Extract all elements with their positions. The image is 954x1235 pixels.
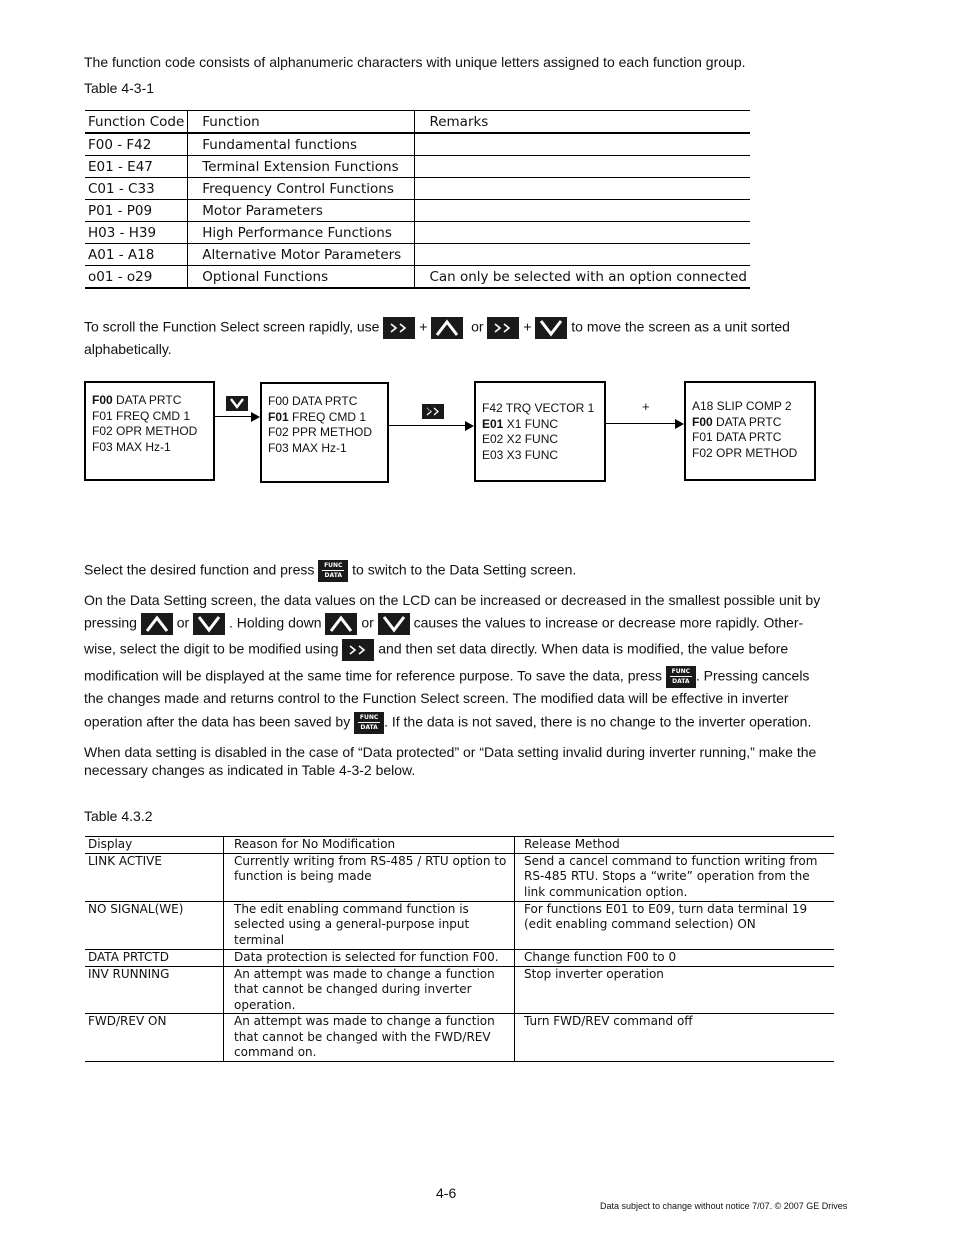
arrow-line [389,425,465,426]
shift-key-icon [342,639,374,661]
table-cell: Data protection is selected for function F00. [224,949,515,966]
ds-text: and then set data directly. When data is modified, the value before [378,640,789,657]
ds-text: or [176,614,190,631]
table-row [85,222,750,244]
table-row [85,156,750,178]
table-cell: H03 - H39 [85,222,188,244]
function-code-table [85,110,750,289]
select-paragraph [84,560,576,582]
lcd-bold: F01 [268,409,289,424]
arrow-head [251,412,260,422]
table-cell: For functions E01 to E09, turn data terminal 19 (edit enabling command selection) ON [515,901,835,949]
lcd-line: X1 FUNC [503,416,559,431]
table-cell: o01 - o29 [85,266,188,289]
table-row [85,178,750,200]
lcd-bold: F00 [92,393,113,407]
ds-text: wise, select the digit to be modified using [84,640,339,657]
func-data-key-icon [354,712,384,734]
table-cell: An attempt was made to change a function that cannot be changed with the FWD/REV command on. [224,1014,515,1062]
plus-sign: + [426,401,434,416]
lcd-line: F03 MAX Hz-1 [268,440,347,455]
table-row [85,901,834,949]
disabled-line-2: necessary changes as indicated in Table 4-3-2 below. [84,762,416,778]
table-cell: Currently writing from RS-485 / RTU option to function is being made [224,853,515,901]
down-key-icon [378,613,410,635]
key-label: FUNC [671,668,691,675]
up-key-icon [431,317,463,339]
table-cell [415,156,750,178]
lcd-line: F03 MAX Hz-1 [92,439,171,454]
table-cell: Fundamental functions [188,133,415,156]
or-text: or [471,318,484,335]
key-label: FUNC [359,714,379,721]
func-data-key-icon [318,560,348,582]
lcd-line: E03 X3 FUNC [482,447,559,462]
ds-line-6 [84,712,811,734]
table1-header: Remarks [415,111,750,134]
down-key-icon [535,317,567,339]
key-label: DATA [360,724,378,731]
table-cell: High Performance Functions [188,222,415,244]
table-cell: NO SIGNAL(WE) [85,901,224,949]
intro-sentence: The function code consists of alphanumeric characters with unique letters assigned to each function group. [84,54,746,70]
lcd-screen-1 [84,381,215,481]
lcd-screen-4 [684,381,816,481]
table-cell: Alternative Motor Parameters [188,244,415,266]
ds-text: . If the data is not saved, there is no change to the inverter operation. [384,713,812,730]
select-text: to switch to the Data Setting screen. [352,561,577,578]
table-row [85,200,750,222]
table-row [85,133,750,156]
table2-header-row [85,837,834,854]
table-cell [415,178,750,200]
ds-text: operation after the data has been saved by [84,713,351,730]
select-text: Select the desired function and press [84,561,315,578]
table-cell: A01 - A18 [85,244,188,266]
scroll-text: To scroll the Function Select screen rapidly, use [84,318,380,335]
table-cell: Terminal Extension Functions [188,156,415,178]
table2-title: Table 4.3.2 [84,808,153,824]
page-number: 4-6 [436,1185,457,1201]
table2-header: Display [85,837,224,854]
ds-text: or [361,614,374,631]
table-cell: An attempt was made to change a function that cannot be changed during inverter operation. [224,966,515,1014]
down-key-icon [226,396,248,411]
table-cell: The edit enabling command function is selected using a general-purpose input terminal [224,901,515,949]
table-row [85,266,750,289]
arrow-head [465,421,474,431]
lcd-line: E02 X2 FUNC [482,432,559,446]
lcd-screen-3 [474,381,606,482]
table-cell: INV RUNNING [85,966,224,1014]
table-row [85,966,834,1014]
ds-text: modification will be displayed at the same time for reference purpose. To save the data, press [84,667,662,684]
table-cell: C01 - C33 [85,178,188,200]
lcd-line: F02 OPR METHOD [92,424,198,438]
lcd-line: DATA PRTC [712,414,782,429]
table1-header: Function Code [85,111,188,134]
lcd-bold: F00 [692,414,713,429]
table-row [85,853,834,901]
lcd-line: DATA PRTC [112,393,182,407]
ds-line-4 [84,666,809,688]
table-row [85,1014,834,1062]
lcd-screen-2 [260,382,389,483]
func-data-key-icon [666,666,696,688]
arrow-head [675,419,684,429]
lcd-line: FREQ CMD 1 [288,409,367,424]
arrow-line [606,423,675,424]
table-row [85,949,834,966]
up-key-icon [325,613,357,635]
lcd-line: F02 PPR METHOD [268,425,373,439]
table-cell [415,200,750,222]
table1-title: Table 4-3-1 [84,80,155,96]
plus-sign: + [419,318,428,335]
scroll-paragraph [84,317,790,339]
table-cell: Stop inverter operation [515,966,835,1014]
ds-line-2 [84,613,803,635]
key-label: DATA [672,678,690,685]
disabled-line-1: When data setting is disabled in the case of “Data protected” or “Data setting invalid during inverter running,” make the [84,744,817,760]
lcd-line: A18 SLIP COMP 2 [692,399,792,413]
table-cell: P01 - P09 [85,200,188,222]
ds-text: . Holding down [228,614,322,631]
table1-header-row [85,111,750,134]
lcd-bold: E01 [482,416,504,431]
ds-line-3 [84,639,788,661]
table1-header: Function [188,111,415,134]
table-cell: Turn FWD/REV command off [515,1014,835,1062]
table-cell: E01 - E47 [85,156,188,178]
table2-header: Release Method [515,837,835,854]
lcd-line: F02 OPR METHOD [692,445,798,460]
table-row [85,244,750,266]
table-cell [415,244,750,266]
shift-key-icon [383,317,415,339]
table-cell: Send a cancel command to function writing from RS-485 RTU. Stops a “write” operation from the link communication option. [515,853,835,901]
table-cell: Can only be selected with an option connected [415,266,750,289]
shift-key-icon [487,317,519,339]
lcd-line: F01 DATA PRTC [692,430,782,444]
table2-header: Reason for No Modification [224,837,515,854]
key-label: FUNC [324,562,343,569]
table-cell: Motor Parameters [188,200,415,222]
up-key-icon [141,613,173,635]
table-cell [415,222,750,244]
table-cell: Frequency Control Functions [188,178,415,200]
lcd-line: F42 TRQ VECTOR 1 [482,401,595,415]
down-key-icon [193,613,225,635]
ds-line-5: the changes made and returns control to the Function Select screen. The modified data will be effective in inverter [84,690,789,706]
ds-text: pressing [84,614,137,631]
scroll-line2: alphabetically. [84,341,172,357]
scroll-text: to move the screen as a unit sorted [571,318,790,335]
table-cell [415,133,750,156]
table-cell: LINK ACTIVE [85,853,224,901]
table-cell: Change function F00 to 0 [515,949,835,966]
ds-text: causes the values to increase or decrease more rapidly. Other- [413,614,804,631]
table-cell: Optional Functions [188,266,415,289]
ds-text: . Pressing cancels [695,667,810,684]
footer-notice: Data subject to change without notice 7/07. © 2007 GE Drives [600,1201,848,1211]
table-cell: F00 - F42 [85,133,188,156]
lcd-line: F01 FREQ CMD 1 [92,408,191,423]
lcd-line: F00 DATA PRTC [268,394,358,408]
no-modification-table [85,836,834,1062]
table-cell: DATA PRTCTD [85,949,224,966]
key-label: DATA [324,572,342,579]
ds-line-1: On the Data Setting screen, the data values on the LCD can be increased or decreased in the smallest possible unit by [84,592,821,608]
table-cell: FWD/REV ON [85,1014,224,1062]
plus-sign: + [642,399,650,414]
plus-sign: + [523,318,532,335]
arrow-line [215,416,251,417]
